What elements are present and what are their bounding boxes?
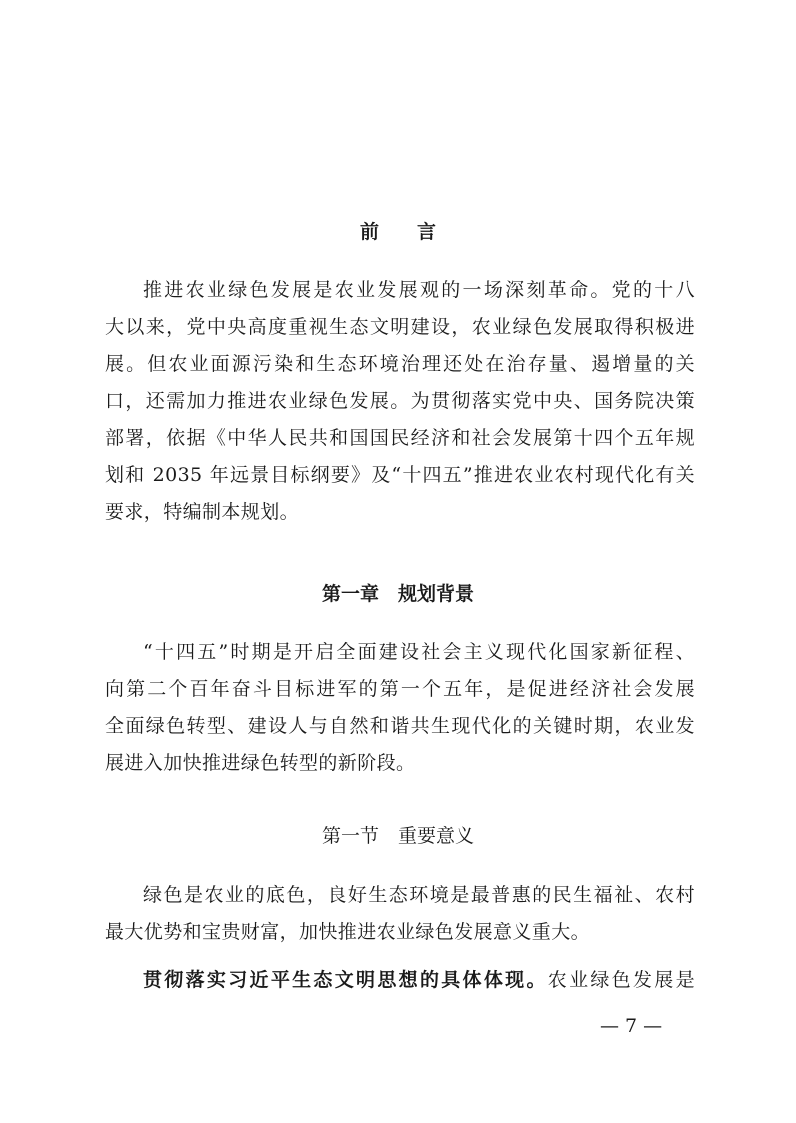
section-title: 第一节 重要意义	[321, 825, 474, 847]
bold-lead-text: 贯彻落实习近平生态文明思想的具体体现。	[143, 969, 548, 991]
preface-line-6: 划和 2035 年远景目标纲要》及“十四五”推进农业农村现代化有关	[105, 464, 695, 486]
preface-line-5: 部署，依据《中华人民共和国国民经济和社会发展第十四个五年规	[105, 427, 695, 449]
preface-line-2: 大以来，党中央高度重视生态文明建设，农业绿色发展取得积极进	[105, 316, 695, 338]
section-paragraph	[105, 877, 695, 951]
section-line-1: 绿色是农业的底色，良好生态环境是最普惠的民生福祉、农村	[143, 884, 695, 906]
chapter-line-1: “十四五”时期是开启全面建设社会主义现代化国家新征程、	[143, 641, 695, 663]
section-line-3	[105, 962, 695, 999]
preface-title: 前 言	[359, 221, 436, 243]
chapter-line-4: 展进入加快推进绿色转型的新阶段。	[105, 752, 416, 774]
preface-line-4: 口，还需加力推进农业绿色发展。为贯彻落实党中央、国务院决策	[105, 390, 695, 412]
preface-line-7: 要求，特编制本规划。	[105, 501, 300, 523]
chapter-paragraph	[105, 634, 695, 782]
chapter-title: 第一章 规划背景	[321, 583, 474, 605]
page-number: — 7 —	[600, 1015, 663, 1037]
continued-text: 农业绿色发展是	[547, 969, 695, 991]
chapter-line-3: 全面绿色转型、建设人与自然和谐共生现代化的关键时期，农业发	[105, 715, 695, 737]
section-paragraph-2	[105, 962, 695, 999]
chapter-line-2: 向第二个百年奋斗目标进军的第一个五年，是促进经济社会发展	[105, 678, 695, 700]
preface-paragraph	[105, 272, 695, 531]
section-line-2: 最大优势和宝贵财富，加快推进农业绿色发展意义重大。	[105, 921, 591, 943]
preface-line-3: 展。但农业面源污染和生态环境治理还处在治存量、遏增量的关	[105, 353, 695, 375]
preface-line-1: 推进农业绿色发展是农业发展观的一场深刻革命。党的十八	[143, 279, 695, 301]
